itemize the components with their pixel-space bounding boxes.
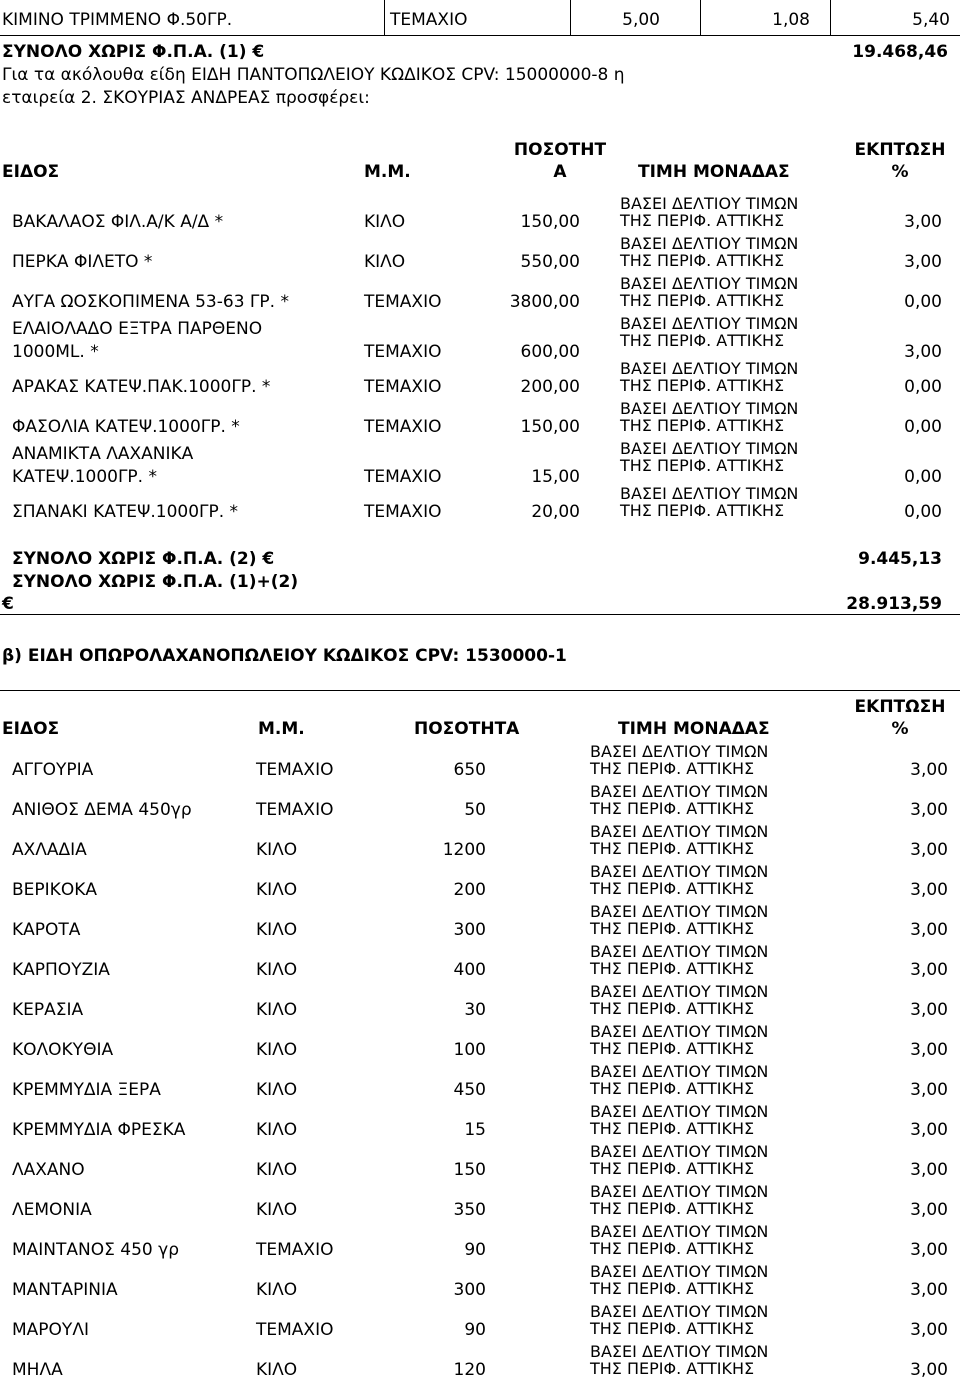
t1-item-price-line1: ΒΑΣΕΙ ΔΕΛΤΙΟΥ ΤΙΜΩΝ xyxy=(620,399,799,418)
t2-item-discount: 3,00 xyxy=(910,1360,948,1380)
top-item-name: ΚΙΜΙΝΟ ΤΡΙΜΜΕΝΟ Φ.50ΓΡ. xyxy=(2,10,233,30)
t2-item-price-line1: ΒΑΣΕΙ ΔΕΛΤΙΟΥ ΤΙΜΩΝ xyxy=(590,1222,769,1241)
t2-header-price: ΤΙΜΗ ΜΟΝΑΔΑΣ xyxy=(618,719,770,739)
t2-item-qty: 30 xyxy=(464,1000,486,1020)
t1-item-price-line1: ΒΑΣΕΙ ΔΕΛΤΙΟΥ ΤΙΜΩΝ xyxy=(620,314,799,333)
t2-item-discount: 3,00 xyxy=(910,1200,948,1220)
t2-item-price-line1: ΒΑΣΕΙ ΔΕΛΤΙΟΥ ΤΙΜΩΝ xyxy=(590,782,769,801)
t2-item-name: ΚΟΛΟΚΥΘΙΑ xyxy=(12,1040,114,1060)
t2-item-price-line2: ΤΗΣ ΠΕΡΙΦ. ΑΤΤΙΚΗΣ xyxy=(590,1119,755,1138)
t1-item-unit: ΤΕΜΑΧΙΟ xyxy=(364,377,442,397)
t1-item-name: ΦΑΣΟΛΙΑ ΚΑΤΕΨ.1000ΓΡ. * xyxy=(12,417,240,437)
t2-item-price-line2: ΤΗΣ ΠΕΡΙΦ. ΑΤΤΙΚΗΣ xyxy=(590,1079,755,1098)
t2-item-price-line2: ΤΗΣ ΠΕΡΙΦ. ΑΤΤΙΚΗΣ xyxy=(590,1039,755,1058)
t2-item-price-line1: ΒΑΣΕΙ ΔΕΛΤΙΟΥ ΤΙΜΩΝ xyxy=(590,1262,769,1281)
t2-item-price-line1: ΒΑΣΕΙ ΔΕΛΤΙΟΥ ΤΙΜΩΝ xyxy=(590,1062,769,1081)
t2-item-qty: 50 xyxy=(464,800,486,820)
t2-item-price-line1: ΒΑΣΕΙ ΔΕΛΤΙΟΥ ΤΙΜΩΝ xyxy=(590,1182,769,1201)
t2-item-name: ΚΑΡΠΟΥΖΙΑ xyxy=(12,960,110,980)
t2-item-name: ΑΝΙΘΟΣ ΔΕΜΑ 450γρ xyxy=(12,800,192,820)
t1-item-qty: 600,00 xyxy=(520,342,580,362)
total12-label: ΣΥΝΟΛΟ ΧΩΡΙΣ Φ.Π.Α. (1)+(2) xyxy=(12,572,299,592)
t1-item-unit: ΤΕΜΑΧΙΟ xyxy=(364,502,442,522)
t2-item-unit: ΚΙΛΟ xyxy=(256,1080,298,1100)
t2-header-disc-line2: % xyxy=(891,719,909,739)
t2-item-unit: ΚΙΛΟ xyxy=(256,960,298,980)
t1-item-discount: 3,00 xyxy=(904,212,942,232)
t2-item-unit: ΚΙΛΟ xyxy=(256,1160,298,1180)
t2-item-qty: 300 xyxy=(453,1280,486,1300)
t2-item-unit: ΤΕΜΑΧΙΟ xyxy=(256,1240,334,1260)
total12-value: 28.913,59 xyxy=(846,594,942,614)
t2-item-price-line2: ΤΗΣ ΠΕΡΙΦ. ΑΤΤΙΚΗΣ xyxy=(590,1199,755,1218)
t2-item-discount: 3,00 xyxy=(910,880,948,900)
t1-item-unit: ΤΕΜΑΧΙΟ xyxy=(364,467,442,487)
t1-item-qty: 550,00 xyxy=(520,252,580,272)
t2-item-unit: ΚΙΛΟ xyxy=(256,1120,298,1140)
t2-item-qty: 90 xyxy=(464,1320,486,1340)
t2-item-price-line1: ΒΑΣΕΙ ΔΕΛΤΙΟΥ ΤΙΜΩΝ xyxy=(590,942,769,961)
t1-header-qty-line2: Α xyxy=(553,162,567,182)
t2-item-price-line1: ΒΑΣΕΙ ΔΕΛΤΙΟΥ ΤΙΜΩΝ xyxy=(590,862,769,881)
t2-item-price-line2: ΤΗΣ ΠΕΡΙΦ. ΑΤΤΙΚΗΣ xyxy=(590,1159,755,1178)
t2-item-unit: ΚΙΛΟ xyxy=(256,920,298,940)
t2-item-price-line2: ΤΗΣ ΠΕΡΙΦ. ΑΤΤΙΚΗΣ xyxy=(590,1239,755,1258)
t2-item-name: ΜΗΛΑ xyxy=(12,1360,63,1380)
t2-item-qty: 650 xyxy=(453,760,486,780)
t1-item-price-line1: ΒΑΣΕΙ ΔΕΛΤΙΟΥ ΤΙΜΩΝ xyxy=(620,194,799,213)
top-item-unit: ΤΕΜΑΧΙΟ xyxy=(390,10,468,30)
intro-line2: εταιρεία 2. ΣΚΟΥΡΙΑΣ ΑΝΔΡΕΑΣ προσφέρει: xyxy=(2,88,370,108)
t1-item-qty: 20,00 xyxy=(531,502,580,522)
t1-item-discount: 0,00 xyxy=(904,502,942,522)
t1-item-price-line1: ΒΑΣΕΙ ΔΕΛΤΙΟΥ ΤΙΜΩΝ xyxy=(620,274,799,293)
t1-item-name: ΑΥΓΑ ΩΟΣΚΟΠΙΜΕΝΑ 53-63 ΓΡ. * xyxy=(12,292,289,312)
t2-item-qty: 200 xyxy=(453,880,486,900)
t2-item-name: ΑΓΓΟΥΡΙΑ xyxy=(12,760,94,780)
t2-item-name: ΚΕΡΑΣΙΑ xyxy=(12,1000,84,1020)
t1-item-discount: 0,00 xyxy=(904,292,942,312)
t2-item-discount: 3,00 xyxy=(910,1040,948,1060)
t2-item-qty: 400 xyxy=(453,960,486,980)
t1-item-price-line2: ΤΗΣ ΠΕΡΙΦ. ΑΤΤΙΚΗΣ xyxy=(620,416,785,435)
t1-header-price: ΤΙΜΗ ΜΟΝΑΔΑΣ xyxy=(638,162,790,182)
t2-item-price-line2: ΤΗΣ ΠΕΡΙΦ. ΑΤΤΙΚΗΣ xyxy=(590,1279,755,1298)
t1-item-discount: 0,00 xyxy=(904,467,942,487)
t1-header-disc-line2: % xyxy=(891,162,909,182)
t1-item-discount: 0,00 xyxy=(904,417,942,437)
t1-item-name: ΒΑΚΑΛΑΟΣ ΦΙΛ.Α/Κ Α/Δ * xyxy=(12,212,224,232)
t2-item-price-line2: ΤΗΣ ΠΕΡΙΦ. ΑΤΤΙΚΗΣ xyxy=(590,759,755,778)
t2-item-discount: 3,00 xyxy=(910,1160,948,1180)
t2-item-unit: ΤΕΜΑΧΙΟ xyxy=(256,800,334,820)
t2-item-qty: 100 xyxy=(453,1040,486,1060)
t2-item-discount: 3,00 xyxy=(910,1000,948,1020)
total1-label: ΣΥΝΟΛΟ ΧΩΡΙΣ Φ.Π.Α. (1) € xyxy=(2,42,265,62)
t1-item-qty: 15,00 xyxy=(531,467,580,487)
t1-item-unit: ΚΙΛΟ xyxy=(364,212,406,232)
t1-item-name: ΑΡΑΚΑΣ ΚΑΤΕΨ.ΠΑΚ.1000ΓΡ. * xyxy=(12,377,271,397)
t1-item-unit: ΚΙΛΟ xyxy=(364,252,406,272)
t2-item-name: ΚΡΕΜΜΥΔΙΑ ΞΕΡΑ xyxy=(12,1080,161,1100)
t1-item-unit: ΤΕΜΑΧΙΟ xyxy=(364,417,442,437)
t1-item-unit: ΤΕΜΑΧΙΟ xyxy=(364,342,442,362)
t1-item-price-line2: ΤΗΣ ΠΕΡΙΦ. ΑΤΤΙΚΗΣ xyxy=(620,456,785,475)
t2-item-name: ΜΑΡΟΥΛΙ xyxy=(12,1320,89,1340)
t1-item-name-line2: ΚΑΤΕΨ.1000ΓΡ. * xyxy=(12,467,157,487)
t1-item-discount: 3,00 xyxy=(904,342,942,362)
t2-item-unit: ΚΙΛΟ xyxy=(256,880,298,900)
t2-item-price-line1: ΒΑΣΕΙ ΔΕΛΤΙΟΥ ΤΙΜΩΝ xyxy=(590,902,769,921)
t2-item-qty: 150 xyxy=(453,1160,486,1180)
t2-item-qty: 15 xyxy=(464,1120,486,1140)
t2-item-name: ΒΕΡΙΚΟΚΑ xyxy=(12,880,97,900)
t1-item-name: ΑΝΑΜΙΚΤΑ ΛΑΧΑΝΙΚΑ xyxy=(12,444,194,464)
t2-item-qty: 120 xyxy=(453,1360,486,1380)
section-b-heading: β) ΕΙΔΗ ΟΠΩΡΟΛΑΧΑΝΟΠΩΛΕΙΟΥ ΚΩΔΙΚΟΣ CPV: 1530000-1 xyxy=(2,646,567,666)
t2-header-disc-line1: ΕΚΠΤΩΣΗ xyxy=(854,697,946,717)
t1-item-qty: 200,00 xyxy=(520,377,580,397)
top-item-qty: 5,00 xyxy=(622,10,660,30)
t1-item-price-line2: ΤΗΣ ΠΕΡΙΦ. ΑΤΤΙΚΗΣ xyxy=(620,331,785,350)
t2-item-price-line1: ΒΑΣΕΙ ΔΕΛΤΙΟΥ ΤΙΜΩΝ xyxy=(590,1302,769,1321)
t2-item-discount: 3,00 xyxy=(910,840,948,860)
t1-item-discount: 0,00 xyxy=(904,377,942,397)
t1-item-price-line2: ΤΗΣ ΠΕΡΙΦ. ΑΤΤΙΚΗΣ xyxy=(620,291,785,310)
t2-item-unit: ΚΙΛΟ xyxy=(256,1280,298,1300)
t2-item-unit: ΚΙΛΟ xyxy=(256,1040,298,1060)
total2-label: ΣΥΝΟΛΟ ΧΩΡΙΣ Φ.Π.Α. (2) € xyxy=(12,549,275,569)
t2-item-price-line2: ΤΗΣ ΠΕΡΙΦ. ΑΤΤΙΚΗΣ xyxy=(590,799,755,818)
t1-item-name: ΕΛΑΙΟΛΑΔΟ ΕΞΤΡΑ ΠΑΡΘΕΝΟ xyxy=(12,319,263,339)
total1-value: 19.468,46 xyxy=(852,42,948,62)
t2-item-price-line1: ΒΑΣΕΙ ΔΕΛΤΙΟΥ ΤΙΜΩΝ xyxy=(590,1022,769,1041)
t2-header-qty: ΠΟΣΟΤΗΤΑ xyxy=(414,719,520,739)
t1-item-price-line2: ΤΗΣ ΠΕΡΙΦ. ΑΤΤΙΚΗΣ xyxy=(620,376,785,395)
t2-item-price-line2: ΤΗΣ ΠΕΡΙΦ. ΑΤΤΙΚΗΣ xyxy=(590,1359,755,1378)
t1-item-qty: 150,00 xyxy=(520,417,580,437)
t2-item-name: ΛΑΧΑΝΟ xyxy=(12,1160,85,1180)
t2-item-discount: 3,00 xyxy=(910,1280,948,1300)
t2-item-price-line1: ΒΑΣΕΙ ΔΕΛΤΙΟΥ ΤΙΜΩΝ xyxy=(590,1142,769,1161)
t2-item-qty: 350 xyxy=(453,1200,486,1220)
t1-item-name: ΠΕΡΚΑ ΦΙΛΕΤΟ * xyxy=(12,252,153,272)
t1-item-qty: 150,00 xyxy=(520,212,580,232)
t1-item-price-line2: ΤΗΣ ΠΕΡΙΦ. ΑΤΤΙΚΗΣ xyxy=(620,251,785,270)
t1-item-price-line1: ΒΑΣΕΙ ΔΕΛΤΙΟΥ ΤΙΜΩΝ xyxy=(620,359,799,378)
total2-value: 9.445,13 xyxy=(858,549,942,569)
t2-item-discount: 3,00 xyxy=(910,1240,948,1260)
t1-item-price-line1: ΒΑΣΕΙ ΔΕΛΤΙΟΥ ΤΙΜΩΝ xyxy=(620,439,799,458)
t2-item-price-line1: ΒΑΣΕΙ ΔΕΛΤΙΟΥ ΤΙΜΩΝ xyxy=(590,822,769,841)
t2-header-unit: Μ.Μ. xyxy=(258,719,305,739)
t1-item-qty: 3800,00 xyxy=(509,292,580,312)
t1-item-price-line1: ΒΑΣΕΙ ΔΕΛΤΙΟΥ ΤΙΜΩΝ xyxy=(620,484,799,503)
t2-item-unit: ΚΙΛΟ xyxy=(256,840,298,860)
t2-item-name: ΜΑΙΝΤΑΝΟΣ 450 γρ xyxy=(12,1240,179,1260)
t2-item-discount: 3,00 xyxy=(910,1120,948,1140)
t2-item-price-line2: ΤΗΣ ΠΕΡΙΦ. ΑΤΤΙΚΗΣ xyxy=(590,879,755,898)
t1-item-price-line2: ΤΗΣ ΠΕΡΙΦ. ΑΤΤΙΚΗΣ xyxy=(620,211,785,230)
t2-item-price-line1: ΒΑΣΕΙ ΔΕΛΤΙΟΥ ΤΙΜΩΝ xyxy=(590,1342,769,1361)
t2-item-name: ΛΕΜΟΝΙΑ xyxy=(12,1200,92,1220)
t2-item-unit: ΚΙΛΟ xyxy=(256,1360,298,1380)
t2-item-name: ΑΧΛΑΔΙΑ xyxy=(12,840,87,860)
t2-header-item: ΕΙΔΟΣ xyxy=(2,719,60,739)
t2-item-discount: 3,00 xyxy=(910,920,948,940)
t2-item-discount: 3,00 xyxy=(910,1320,948,1340)
t2-item-qty: 1200 xyxy=(442,840,486,860)
t2-item-unit: ΤΕΜΑΧΙΟ xyxy=(256,760,334,780)
t2-item-discount: 3,00 xyxy=(910,800,948,820)
t2-item-unit: ΤΕΜΑΧΙΟ xyxy=(256,1320,334,1340)
t2-item-qty: 90 xyxy=(464,1240,486,1260)
t1-item-price-line2: ΤΗΣ ΠΕΡΙΦ. ΑΤΤΙΚΗΣ xyxy=(620,501,785,520)
t2-item-unit: ΚΙΛΟ xyxy=(256,1200,298,1220)
t2-item-price-line2: ΤΗΣ ΠΕΡΙΦ. ΑΤΤΙΚΗΣ xyxy=(590,1319,755,1338)
t1-header-item: ΕΙΔΟΣ xyxy=(2,162,60,182)
top-item-total: 5,40 xyxy=(912,10,950,30)
t1-item-discount: 3,00 xyxy=(904,252,942,272)
t1-item-name: ΣΠΑΝΑΚΙ ΚΑΤΕΨ.1000ΓΡ. * xyxy=(12,502,239,522)
t2-item-name: ΚΑΡΟΤΑ xyxy=(12,920,81,940)
t2-item-qty: 450 xyxy=(453,1080,486,1100)
t1-header-qty-line1: ΠΟΣΟΤΗΤ xyxy=(513,140,607,160)
t1-item-unit: ΤΕΜΑΧΙΟ xyxy=(364,292,442,312)
t2-item-price-line1: ΒΑΣΕΙ ΔΕΛΤΙΟΥ ΤΙΜΩΝ xyxy=(590,982,769,1001)
t2-item-price-line2: ΤΗΣ ΠΕΡΙΦ. ΑΤΤΙΚΗΣ xyxy=(590,999,755,1018)
t2-item-name: ΚΡΕΜΜΥΔΙΑ ΦΡΕΣΚΑ xyxy=(12,1120,186,1140)
t1-header-disc-line1: ΕΚΠΤΩΣΗ xyxy=(854,140,946,160)
t2-item-discount: 3,00 xyxy=(910,760,948,780)
t2-item-unit: ΚΙΛΟ xyxy=(256,1000,298,1020)
t1-header-unit: Μ.Μ. xyxy=(364,162,411,182)
t2-item-price-line1: ΒΑΣΕΙ ΔΕΛΤΙΟΥ ΤΙΜΩΝ xyxy=(590,1102,769,1121)
t2-item-price-line2: ΤΗΣ ΠΕΡΙΦ. ΑΤΤΙΚΗΣ xyxy=(590,959,755,978)
t2-item-discount: 3,00 xyxy=(910,960,948,980)
intro-line1: Για τα ακόλουθα είδη ΕΙΔΗ ΠΑΝΤΟΠΩΛΕΙΟΥ ΚΩΔΙΚΟΣ CPV: 15000000-8 η xyxy=(2,65,625,85)
total12-euro: € xyxy=(2,594,14,614)
t2-item-price-line1: ΒΑΣΕΙ ΔΕΛΤΙΟΥ ΤΙΜΩΝ xyxy=(590,742,769,761)
t1-item-price-line1: ΒΑΣΕΙ ΔΕΛΤΙΟΥ ΤΙΜΩΝ xyxy=(620,234,799,253)
t2-item-price-line2: ΤΗΣ ΠΕΡΙΦ. ΑΤΤΙΚΗΣ xyxy=(590,919,755,938)
t2-item-price-line2: ΤΗΣ ΠΕΡΙΦ. ΑΤΤΙΚΗΣ xyxy=(590,839,755,858)
t1-item-name-line2: 1000ML. * xyxy=(12,342,99,362)
t2-item-discount: 3,00 xyxy=(910,1080,948,1100)
t2-item-qty: 300 xyxy=(453,920,486,940)
top-item-price: 1,08 xyxy=(772,10,810,30)
t2-item-name: ΜΑΝΤΑΡΙΝΙΑ xyxy=(12,1280,118,1300)
